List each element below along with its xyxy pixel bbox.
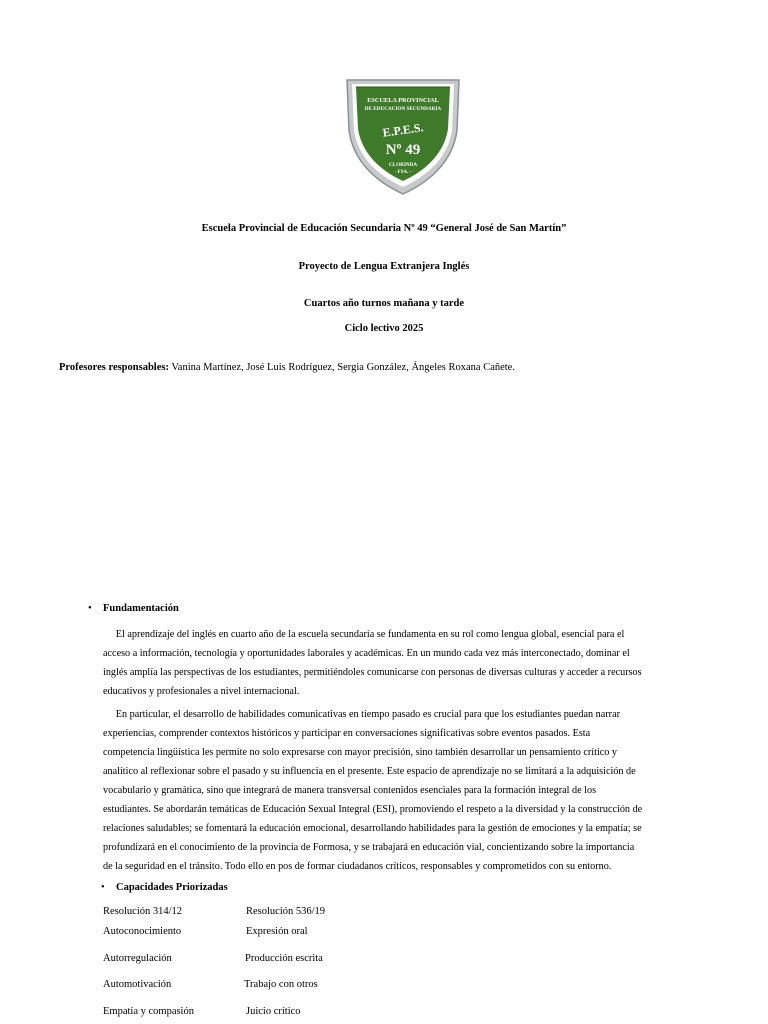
paragraph-line: estudiantes. Se abordarán temáticas de Educación Sexual Integral (ESI), promoviendo el respeto a la diversidad y la construcción de [103, 804, 643, 815]
school-crest-logo [345, 74, 461, 196]
professors-label: Profesores responsables: [59, 362, 169, 373]
paragraph-line: de la seguridad en el tránsito. Todo ello en pos de formar ciudadanos críticos, responsables y comprometidos con su entorno. [103, 861, 612, 872]
crest-initials: E.P.E.S. [381, 120, 425, 140]
table-cell: Juicio crítico [246, 1006, 301, 1017]
paragraph-line: competencia lingüística les permite no solo expresarse con mayor precisión, sino también desarrollar un pensamiento crítico y [103, 747, 618, 758]
professors-names: Vanina Martínez, José Luis Rodríguez, Sergia González, Ángeles Roxana Cañete. [168, 362, 515, 373]
table-cell: Trabajo con otros [244, 979, 318, 990]
table-cell: Producción escrita [245, 953, 323, 964]
crest-top-text: ESCUELA PROVINCIAL [367, 97, 439, 104]
column-header: Resolución 314/12 [103, 906, 183, 917]
table-cell: Autorregulación [103, 953, 172, 964]
table-cell: Expresión oral [246, 926, 308, 937]
table-cell: Empatía y compasión [103, 1006, 194, 1017]
table-cell: Automotivación [103, 979, 172, 990]
paragraph-line: En particular, el desarrollo de habilidades comunicativas en tiempo pasado es crucial para que los estudiantes puedan narrar [103, 709, 620, 720]
fundamentacion-paragraph-2 [103, 705, 678, 876]
paragraph-line: inglés amplía las perspectivas de los estudiantes, permitiéndoles comunicarse con personas de diversas culturas y acceder a recursos [103, 667, 642, 678]
bullet-icon: • [101, 882, 105, 893]
project-title: Proyecto de Lengua Extranjera Inglés [298, 261, 470, 272]
paragraph-line: profundizará en el conocimiento de la provincia de Formosa, y se trabajará en educación vial, concientizando sobre la importancia [103, 842, 635, 853]
school-year: Ciclo lectivo 2025 [344, 323, 424, 334]
grades-line: Cuartos año turnos mañana y tarde [303, 298, 465, 309]
fundamentacion-heading [88, 603, 179, 614]
paragraph-line: analítico al reflexionar sobre el pasado y su influencia en el presente. Este espacio de aprendizaje no se limitará a la adquisición de [103, 766, 636, 777]
school-name: Escuela Provincial de Educación Secundaria Nº 49 “General José de San Martín” [201, 223, 567, 234]
crest-city: CLORINDA [388, 162, 418, 168]
fundamentacion-heading-text: Fundamentación [103, 603, 179, 614]
crest-number: Nº 49 [385, 142, 421, 158]
capacidades-heading [101, 882, 228, 893]
crest-state: - FSA. - [394, 170, 412, 175]
table-cell: Autoconocimiento [103, 926, 182, 937]
fundamentacion-paragraph-1 [103, 625, 678, 701]
column-header: Resolución 536/19 [246, 906, 326, 917]
paragraph-line: vocabulario y gramática, sino que integrará de manera transversal contenidos esenciales para la formación integral de los [103, 785, 597, 796]
paragraph-line: relaciones saludables; se fomentará la educación emocional, desarrollando habilidades para la gestión de emociones y la empatía; se [103, 823, 642, 834]
paragraph-line: El aprendizaje del inglés en cuarto año de la escuela secundaria se fundamenta en su rol como lengua global, esencial para el [103, 629, 625, 640]
paragraph-line: experiencias, comprender contextos históricos y participar en conversaciones significativas sobre eventos pasados. Esta [103, 728, 591, 739]
professors-line [59, 362, 515, 373]
paragraph-line: acceso a información, tecnología y oportunidades laborales y académicas. En un mundo cada vez más interconectado, dominar el [103, 648, 630, 659]
paragraph-line: educativos y profesionales a nivel internacional. [103, 686, 300, 697]
capacidades-heading-text: Capacidades Priorizadas [116, 882, 228, 893]
crest-top-text-2: DE EDUCACION SECUNDARIA [364, 106, 442, 112]
bullet-icon: • [88, 603, 92, 614]
